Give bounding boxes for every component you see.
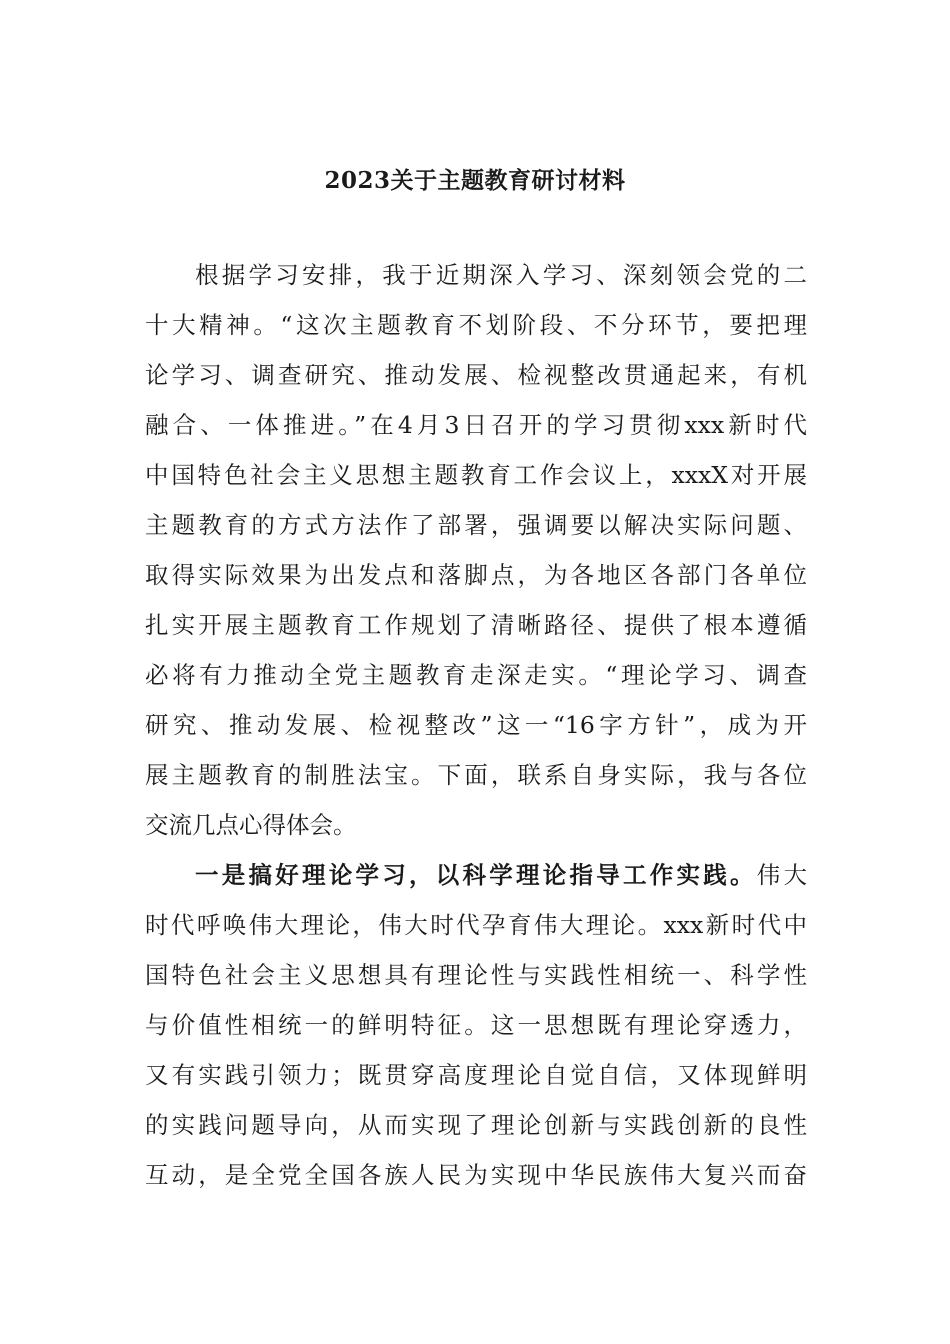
paragraph-line: 与价值性相统一的鲜明特征。这一思想既有理论穿透力，: [145, 1011, 807, 1039]
paragraph-line: 交流几点心得体会。: [145, 811, 357, 839]
document-title: 2023关于主题教育研讨材料: [324, 167, 626, 194]
paragraph-line: 展主题教育的制胜法宝。下面，联系自身实际，我与各位: [145, 761, 807, 789]
paragraph-line: 中国特色社会主义思想主题教育工作会议上，xxxX对开展: [145, 461, 807, 489]
paragraph-line: 又有实践引领力；既贯穿高度理论自觉自信，又体现鲜明: [145, 1061, 807, 1089]
section-lead-heading: 一是搞好理论学习，以科学理论指导工作实践。: [195, 861, 757, 889]
paragraph-text: 伟大: [756, 861, 807, 889]
paragraph-line: 主题教育的方式方法作了部署，强调要以解决实际问题、: [145, 511, 807, 539]
paragraph-line: 的实践问题导向，从而实现了理论创新与实践创新的良性: [145, 1111, 807, 1139]
paragraph-line: 融合、一体推进。”在4月3日召开的学习贯彻xxx新时代: [145, 411, 807, 439]
paragraph-line: 论学习、调查研究、推动发展、检视整改贯通起来，有机: [145, 361, 807, 389]
paragraph-line: 扎实开展主题教育工作规划了清晰路径、提供了根本遵循: [145, 611, 807, 639]
paragraph-line: 互动，是全党全国各族人民为实现中华民族伟大复兴而奋: [145, 1161, 807, 1189]
paragraph-line: [145, 850, 807, 900]
paragraph-line: 必将有力推动全党主题教育走深走实。“理论学习、调查: [145, 661, 807, 689]
paragraph-line: 十大精神。“这次主题教育不划阶段、不分环节，要把理: [145, 311, 807, 339]
paragraph-line: 取得实际效果为出发点和落脚点，为各地区各部门各单位: [145, 561, 807, 589]
paragraph-line: 研究、推动发展、检视整改”这一“16字方针”，成为开: [145, 711, 807, 739]
paragraph-line: 国特色社会主义思想具有理论性与实践性相统一、科学性: [145, 961, 807, 989]
document-body: [145, 250, 807, 1200]
paragraph-line: 根据学习安排，我于近期深入学习、深刻领会党的二: [195, 261, 807, 289]
paragraph-line: 时代呼唤伟大理论，伟大时代孕育伟大理论。xxx新时代中: [145, 911, 807, 939]
